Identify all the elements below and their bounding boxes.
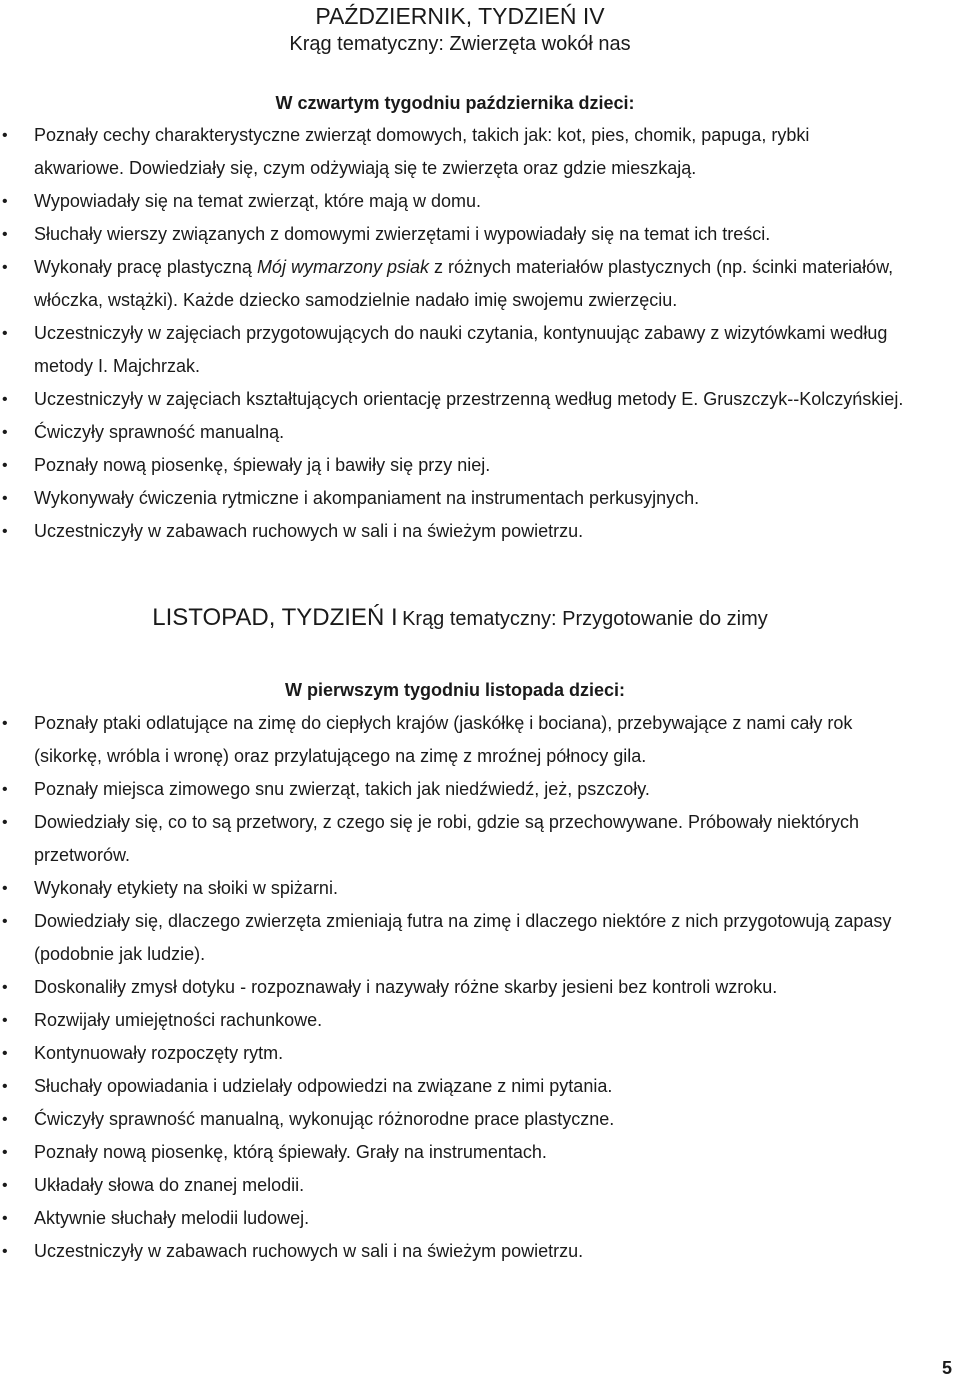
artwork-title: Mój wymarzony psiak (256, 257, 429, 277)
list-item-text: Poznały nową piosenkę, śpiewały ją i bawiły się przy niej. (34, 455, 491, 475)
bullet-icon: • (2, 226, 8, 243)
section-title: LISTOPAD, TYDZIEŃ I (152, 604, 398, 631)
list-item (0, 1004, 904, 1037)
list-item (0, 1169, 904, 1202)
list-item-text: Rozwijały umiejętności rachunkowe. (34, 1010, 323, 1030)
list-item-text: Dowiedziały się, co to są przetwory, z czego się je robi, gdzie są przechowywane. Próbowały niektórych przetworów. (34, 812, 860, 865)
list-item-text: Uczestniczyły w zabawach ruchowych w sali i na świeżym powietrzu. (34, 1241, 584, 1261)
bullet-icon: • (2, 424, 8, 441)
bullet-icon: • (2, 781, 8, 798)
list-item-text: Dowiedziały się, dlaczego zwierzęta zmieniają futra na zimę i dlaczego niektóre z nich przygotowują zapasy (podobnie jak ludzie). (34, 911, 892, 964)
list-item-text-part: Wykonały pracę plastyczną (34, 257, 257, 277)
bullet-icon: • (2, 391, 8, 408)
section-subtitle: Krąg tematyczny: Przygotowanie do zimy (402, 608, 768, 630)
section-intro: W pierwszym tygodniu listopada dzieci: (284, 680, 626, 700)
list-item (0, 1136, 904, 1169)
list-item-text: Poznały nową piosenkę, którą śpiewały. Grały na instrumentach. (34, 1142, 547, 1162)
bullet-icon: • (2, 979, 8, 996)
section-subtitle: Krąg tematyczny: Zwierzęta wokół nas (289, 33, 631, 55)
bullet-icon: • (2, 880, 8, 897)
list-item-text: Wykonywały ćwiczenia rytmiczne i akompaniament na instrumentach perkusyjnych. (34, 488, 700, 508)
bullet-icon: • (2, 1177, 8, 1194)
section-title: PAŹDZIERNIK, TYDZIEŃ IV (315, 3, 605, 29)
list-item-text: Wykonały etykiety na słoiki w spiżarni. (34, 878, 338, 898)
bullet-list (0, 707, 904, 1268)
bullet-icon: • (2, 193, 8, 210)
list-item-text: Słuchały opowiadania i udzielały odpowiedzi na związane z nimi pytania. (34, 1076, 613, 1096)
list-item-text: Układały słowa do znanej melodii. (34, 1175, 305, 1195)
list-item (0, 218, 904, 251)
bullet-icon: • (2, 259, 8, 276)
bullet-icon: • (2, 1144, 8, 1161)
bullet-icon: • (2, 715, 8, 732)
list-item (0, 773, 904, 806)
list-item-text: Poznały ptaki odlatujące na zimę do ciepłych krajów (jaskółkę i bociana), przebywające z nami cały rok (sikorkę, wróbla i wronę) oraz przylatującego na zimę z mroźnej północy gila. (34, 713, 853, 766)
list-item (0, 515, 904, 548)
list-item (0, 416, 904, 449)
bullet-icon: • (2, 814, 8, 831)
list-item (0, 383, 904, 416)
bullet-icon: • (2, 325, 8, 342)
list-item-text: Aktywnie słuchały melodii ludowej. (34, 1208, 310, 1228)
list-item (0, 1103, 904, 1136)
bullet-icon: • (2, 1078, 8, 1095)
list-item (0, 1235, 904, 1268)
list-item (0, 872, 904, 905)
list-item (0, 251, 904, 317)
list-item (0, 806, 904, 872)
list-item (0, 971, 904, 1004)
bullet-icon: • (2, 1012, 8, 1029)
list-item (0, 1070, 904, 1103)
bullet-icon: • (2, 457, 8, 474)
list-item-text: Uczestniczyły w zabawach ruchowych w sali i na świeżym powietrzu. (34, 521, 584, 541)
list-item (0, 449, 904, 482)
list-item-text: Ćwiczyły sprawność manualną. (34, 422, 285, 442)
page-number: 5 (941, 1358, 952, 1378)
list-item (0, 707, 904, 773)
bullet-icon: • (2, 1210, 8, 1227)
list-item-text-part: z różnych materiałów plastycznych (np. ścinki materiałów, włóczka, wstążki). Każde dziecko samodzielnie nadało imię swojemu zwierzęciu. (34, 257, 894, 310)
list-item-text: Słuchały wierszy związanych z domowymi zwierzętami i wypowiadały się na temat ich treści. (34, 224, 771, 244)
list-item-text: Poznały cechy charakterystyczne zwierząt domowych, takich jak: kot, pies, chomik, papuga, rybki akwariowe. Dowiedziały się, czym odżywiają się te zwierzęta oraz gdzie mieszkają. (34, 125, 810, 178)
bullet-icon: • (2, 1243, 8, 1260)
bullet-icon: • (2, 913, 8, 930)
list-item-text: Uczestniczyły w zajęciach przygotowujących do nauki czytania, kontynuując zabawy z wizytówkami według metody I. Majchrzak. (34, 323, 888, 376)
list-item (0, 1037, 904, 1070)
list-item (0, 482, 904, 515)
bullet-list (0, 119, 904, 548)
list-item (0, 1202, 904, 1235)
bullet-icon: • (2, 127, 8, 144)
bullet-icon: • (2, 1111, 8, 1128)
list-item-text: Doskonaliły zmysł dotyku - rozpoznawały i nazywały różne skarby jesieni bez kontroli wzroku. (34, 977, 778, 997)
list-item-text: Uczestniczyły w zajęciach kształtujących orientację przestrzenną według metody E. Gruszczyk--Kolczyńskiej. (34, 389, 904, 409)
list-item (0, 317, 904, 383)
bullet-icon: • (2, 1045, 8, 1062)
bullet-icon: • (2, 523, 8, 540)
list-item-text: Ćwiczyły sprawność manualną, wykonując różnorodne prace plastyczne. (34, 1109, 615, 1129)
list-item-text: Kontynuowały rozpoczęty rytm. (34, 1043, 284, 1063)
bullet-icon: • (2, 490, 8, 507)
list-item-text: Wypowiadały się na temat zwierząt, które mają w domu. (34, 191, 482, 211)
list-item-text (34, 257, 893, 310)
section-heading (0, 604, 920, 632)
section-intro: W czwartym tygodniu października dzieci: (275, 93, 635, 113)
list-item (0, 905, 904, 971)
list-item (0, 119, 904, 185)
list-item (0, 185, 904, 218)
list-item-text: Poznały miejsca zimowego snu zwierząt, takich jak niedźwiedź, jeż, pszczoły. (34, 779, 650, 799)
